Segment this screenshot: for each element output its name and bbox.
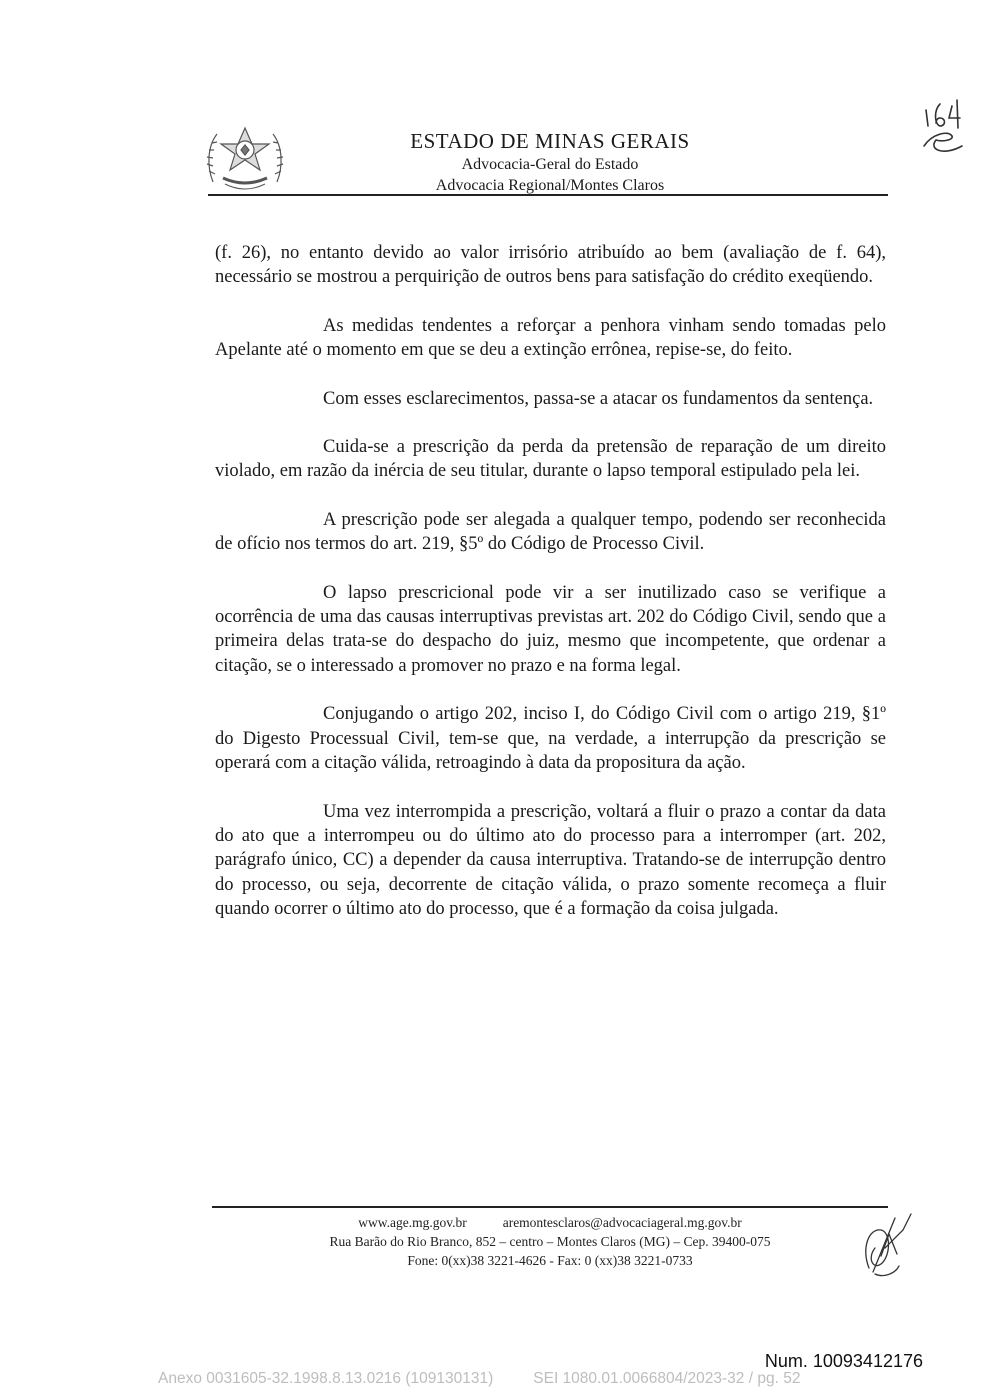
paragraph: Cuida-se a prescrição da perda da pretensão de reparação de um direito violado, em razão da inércia de seu titular, durante o lapso temporal estipulado pela lei. <box>215 437 886 482</box>
stamp-annex: Anexo 0031605-32.1998.8.13.0216 (109130131) <box>158 1370 494 1387</box>
state-seal-icon <box>205 122 285 194</box>
footer-address: Rua Barão do Rio Branco, 852 – centro – Montes Claros (MG) – Cep. 39400-075 <box>329 1234 771 1249</box>
footer-divider <box>212 1206 888 1208</box>
header-divider <box>208 194 888 196</box>
letterhead <box>380 128 720 196</box>
footer-email: aremontesclaros@advocaciageral.mg.gov.br <box>502 1215 742 1230</box>
letterhead-subtitle-regional: Advocacia Regional/Montes Claros <box>435 177 665 194</box>
handwritten-page-number <box>918 90 978 160</box>
letterhead-subtitle-agency: Advocacia-Geral do Estado <box>461 156 639 173</box>
footer-phone: Fone: 0(xx)38 3221-4626 - Fax: 0 (xx)38 3221-0733 <box>407 1253 693 1268</box>
letterhead-footer <box>260 1213 840 1270</box>
paragraph: As medidas tendentes a reforçar a penhora vinham sendo tomadas pelo Apelante até o momento em que se deu a extinção errônea, repise-se, do feito. <box>215 315 886 361</box>
electronic-stamp <box>158 1370 858 1388</box>
letterhead-title: ESTADO DE MINAS GERAIS <box>410 129 690 153</box>
paragraph: Conjugando o artigo 202, inciso I, do Código Civil com o artigo 219, §1º do Digesto Processual Civil, tem-se que, na verdade, a interrupção da prescrição se operará com a citação válida, retroagindo à data da propositura da ação. <box>215 704 886 774</box>
stamp-sei: SEI 1080.01.0066804/2023-32 / pg. 52 <box>533 1370 801 1387</box>
paragraph: O lapso prescricional pode vir a ser inutilizado caso se verifique a ocorrência de uma das causas interruptivas previstas art. 202 do Código Civil, sendo que a primeira delas trata-se do despacho do juiz, mesmo que incompetente, que ordenar a citação, se o interessado a promover no prazo e na forma legal. <box>215 582 886 676</box>
document-number: Num. 10093412176 <box>764 1351 923 1371</box>
document-body <box>215 241 886 946</box>
paragraph: Com esses esclarecimentos, passa-se a atacar os fundamentos da sentença. <box>323 388 874 409</box>
signature-initials <box>855 1208 915 1283</box>
paragraph: (f. 26), no entanto devido ao valor irrisório atribuído ao bem (avaliação de f. 64), necessário se mostrou a perquirição de outros bens para satisfação do crédito exeqüendo. <box>215 243 886 288</box>
paragraph: Uma vez interrompida a prescrição, voltará a fluir o prazo a contar da data do ato que a interrompeu ou do último ato do processo para a interromper (art. 202, parágrafo único, CC) a depender da causa interruptiva. Tratando-se de interrupção dentro do processo, ou seja, decorrente de citação válida, o prazo somente recomeça a fluir quando ocorrer o último ato do processo, que é a formação da coisa julgada. <box>215 801 886 920</box>
paragraph: A prescrição pode ser alegada a qualquer tempo, podendo ser reconhecida de ofício nos termos do art. 219, §5º do Código de Processo Civil. <box>215 509 886 555</box>
footer-website: www.age.mg.gov.br <box>358 1215 467 1230</box>
